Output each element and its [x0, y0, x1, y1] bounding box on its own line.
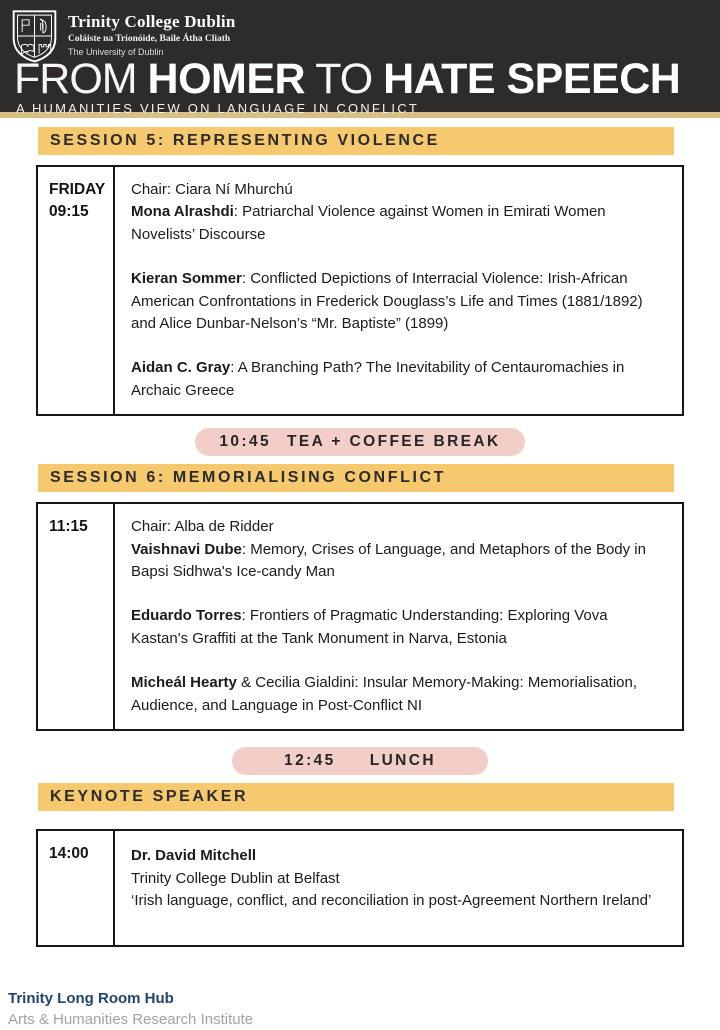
speaker-name: Micheál Hearty	[131, 674, 237, 692]
tea-coffee-break-pill	[195, 428, 524, 456]
session6-time-cell	[38, 504, 115, 729]
page-subtitle: A HUMANITIES VIEW ON LANGUAGE IN CONFLICT	[16, 101, 419, 116]
lunch-break-pill	[232, 747, 488, 775]
session6-chair: Chair: Alba de Ridder	[131, 518, 274, 536]
talk-item	[131, 268, 668, 335]
break-label: LUNCH	[369, 752, 436, 770]
session5-table	[36, 165, 684, 416]
break-time: 12:45	[284, 752, 336, 770]
break-time: 10:45	[219, 433, 272, 451]
brand-irish-subtitle: Coláiste na Tríonóide, Baile Átha Cliath	[68, 34, 231, 44]
keynote-banner: KEYNOTE SPEAKER	[38, 783, 674, 811]
session5-chair: Chair: Ciara Ní Mhurchú	[131, 181, 293, 198]
keynote-talk-title: ‘Irish language, conflict, and reconciliation in post-Agreement Northern Ireland’	[131, 891, 652, 909]
footer-institute-name: Trinity Long Room Hub	[8, 990, 174, 1008]
talk-title: : Memory, Crises of Language, and Metaphors of the Body in Bapsi Sidhwa's Ice-candy Man	[131, 540, 646, 581]
keynote-time-cell	[38, 831, 115, 945]
session5-day: FRIDAY	[49, 181, 106, 198]
title-to: TO	[315, 55, 373, 103]
speaker-name: Kieran Sommer	[131, 270, 242, 288]
talk-item	[131, 539, 668, 584]
talk-title: : Conflicted Depictions of Interracial Violence: Irish-African American Confrontations in Frederick Douglass’s Life and Times (1881/1892) and Alice Dunbar-Nelson’s “Mr. Baptiste” (1899)	[131, 270, 643, 333]
speaker-name: Aidan C. Gray	[131, 359, 231, 377]
keynote-speaker-name: Dr. David Mitchell	[131, 847, 257, 865]
speaker-name: Mona Alrashdi	[131, 203, 234, 221]
talk-title: : Patriarchal Violence against Women in Emirati Women Novelists’ Discourse	[131, 203, 606, 243]
keynote-content-cell	[115, 831, 682, 945]
page-title	[14, 55, 714, 103]
session5-banner: SESSION 5: REPRESENTING VIOLENCE	[38, 127, 674, 155]
keynote-table	[36, 829, 684, 947]
brand-university-line: The University of Dublin	[68, 47, 164, 57]
talk-title: : A Branching Path? The Inevitability of Centauromachies in Archaic Greece	[131, 359, 625, 399]
session6-content-cell	[115, 504, 682, 729]
keynote-time: 14:00	[49, 845, 89, 863]
session6-time: 11:15	[49, 518, 88, 536]
title-homer: HOMER	[147, 55, 306, 103]
session6-table	[36, 502, 684, 731]
break-row	[0, 747, 720, 775]
session5-time: 09:15	[49, 203, 89, 220]
header	[0, 0, 720, 118]
session5-time-cell	[38, 167, 115, 414]
title-hate-speech: HATE SPEECH	[383, 55, 681, 103]
speaker-name: Vaishnavi Dube	[131, 540, 242, 558]
session5-content-cell	[115, 167, 682, 414]
session6-banner: SESSION 6: MEMORIALISING CONFLICT	[38, 464, 674, 492]
speaker-name: Eduardo Torres	[131, 607, 242, 625]
footer-institute-subtitle: Arts & Humanities Research Institute	[8, 1011, 254, 1029]
footer	[8, 988, 720, 1030]
keynote-affiliation: Trinity College Dublin at Belfast	[131, 869, 340, 887]
break-row	[0, 428, 720, 456]
talk-item	[131, 605, 668, 650]
break-label: TEA + COFFEE BREAK	[287, 433, 501, 451]
talk-title: : Frontiers of Pragmatic Understanding: Exploring Vova Kastan's Graffiti at the Tank Monument in Narva, Estonia	[131, 607, 608, 647]
talk-item	[131, 672, 668, 717]
talk-item	[131, 201, 668, 246]
talk-item	[131, 357, 668, 402]
brand-title: Trinity College Dublin	[68, 12, 236, 31]
title-from: FROM	[14, 55, 137, 103]
brand-text	[68, 9, 236, 57]
talk-title: & Cecilia Gialdini: Insular Memory-Making: Memorialisation, Audience, and Language in Post-Conflict NI	[131, 674, 638, 714]
